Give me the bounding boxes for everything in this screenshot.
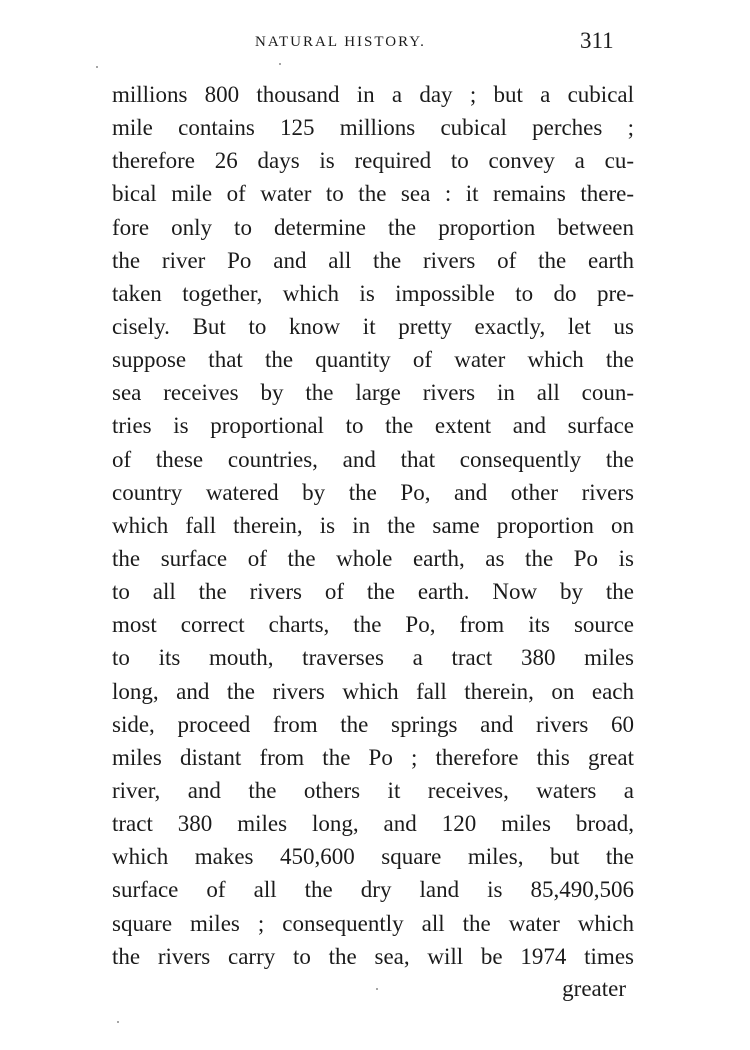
paper-speck [376, 988, 378, 990]
text-line: river, and the others it receives, waters a [112, 777, 634, 803]
text-line: the surface of the whole earth, as the Po is [112, 545, 634, 571]
text-line: of these countries, and that consequently the [112, 446, 634, 472]
text-line: cisely. But to know it pretty exactly, let us [112, 313, 634, 339]
text-line: miles distant from the Po ; therefore this great [112, 744, 634, 770]
catchword: greater [562, 976, 626, 1001]
text-line: the river Po and all the rivers of the earth [112, 247, 634, 273]
text-line: suppose that the quantity of water which the [112, 347, 634, 373]
text-line: bical mile of water to the sea : it remains there- [112, 181, 634, 207]
body-text [112, 78, 634, 973]
text-line: therefore 26 days is required to convey a cu- [112, 148, 634, 174]
text-line: the rivers carry to the sea, will be 1974 times [112, 943, 634, 969]
text-line: most correct charts, the Po, from its source [112, 612, 634, 638]
text-line: side, proceed from the springs and rivers 60 [112, 711, 634, 737]
text-line: square miles ; consequently all the water which [112, 910, 634, 936]
text-line: fore only to determine the proportion between [112, 214, 634, 240]
page-number: 311 [580, 28, 614, 53]
text-line: to all the rivers of the earth. Now by the [112, 579, 634, 605]
text-line: millions 800 thousand in a day ; but a cubical [112, 82, 634, 107]
text-line: surface of all the dry land is 85,490,506 [112, 877, 634, 903]
text-line: mile contains 125 millions cubical perches ; [112, 115, 634, 141]
text-line: which fall therein, is in the same proportion on [112, 512, 634, 538]
text-line: tract 380 miles long, and 120 miles broad, [112, 811, 634, 837]
paper-speck [96, 66, 98, 68]
running-head: NATURAL HISTORY. [255, 34, 426, 50]
text-line: to its mouth, traverses a tract 380 miles [112, 645, 634, 671]
text-line: long, and the rivers which fall therein, on each [112, 678, 634, 704]
text-line: taken together, which is impossible to do pre- [112, 280, 634, 306]
text-line: which makes 450,600 square miles, but the [112, 844, 634, 870]
paper-speck [117, 1021, 119, 1023]
text-line: country watered by the Po, and other rivers [112, 479, 634, 505]
text-line: sea receives by the large rivers in all coun- [112, 380, 634, 406]
paper-speck [279, 63, 281, 65]
text-line: tries is proportional to the extent and surface [112, 413, 634, 439]
